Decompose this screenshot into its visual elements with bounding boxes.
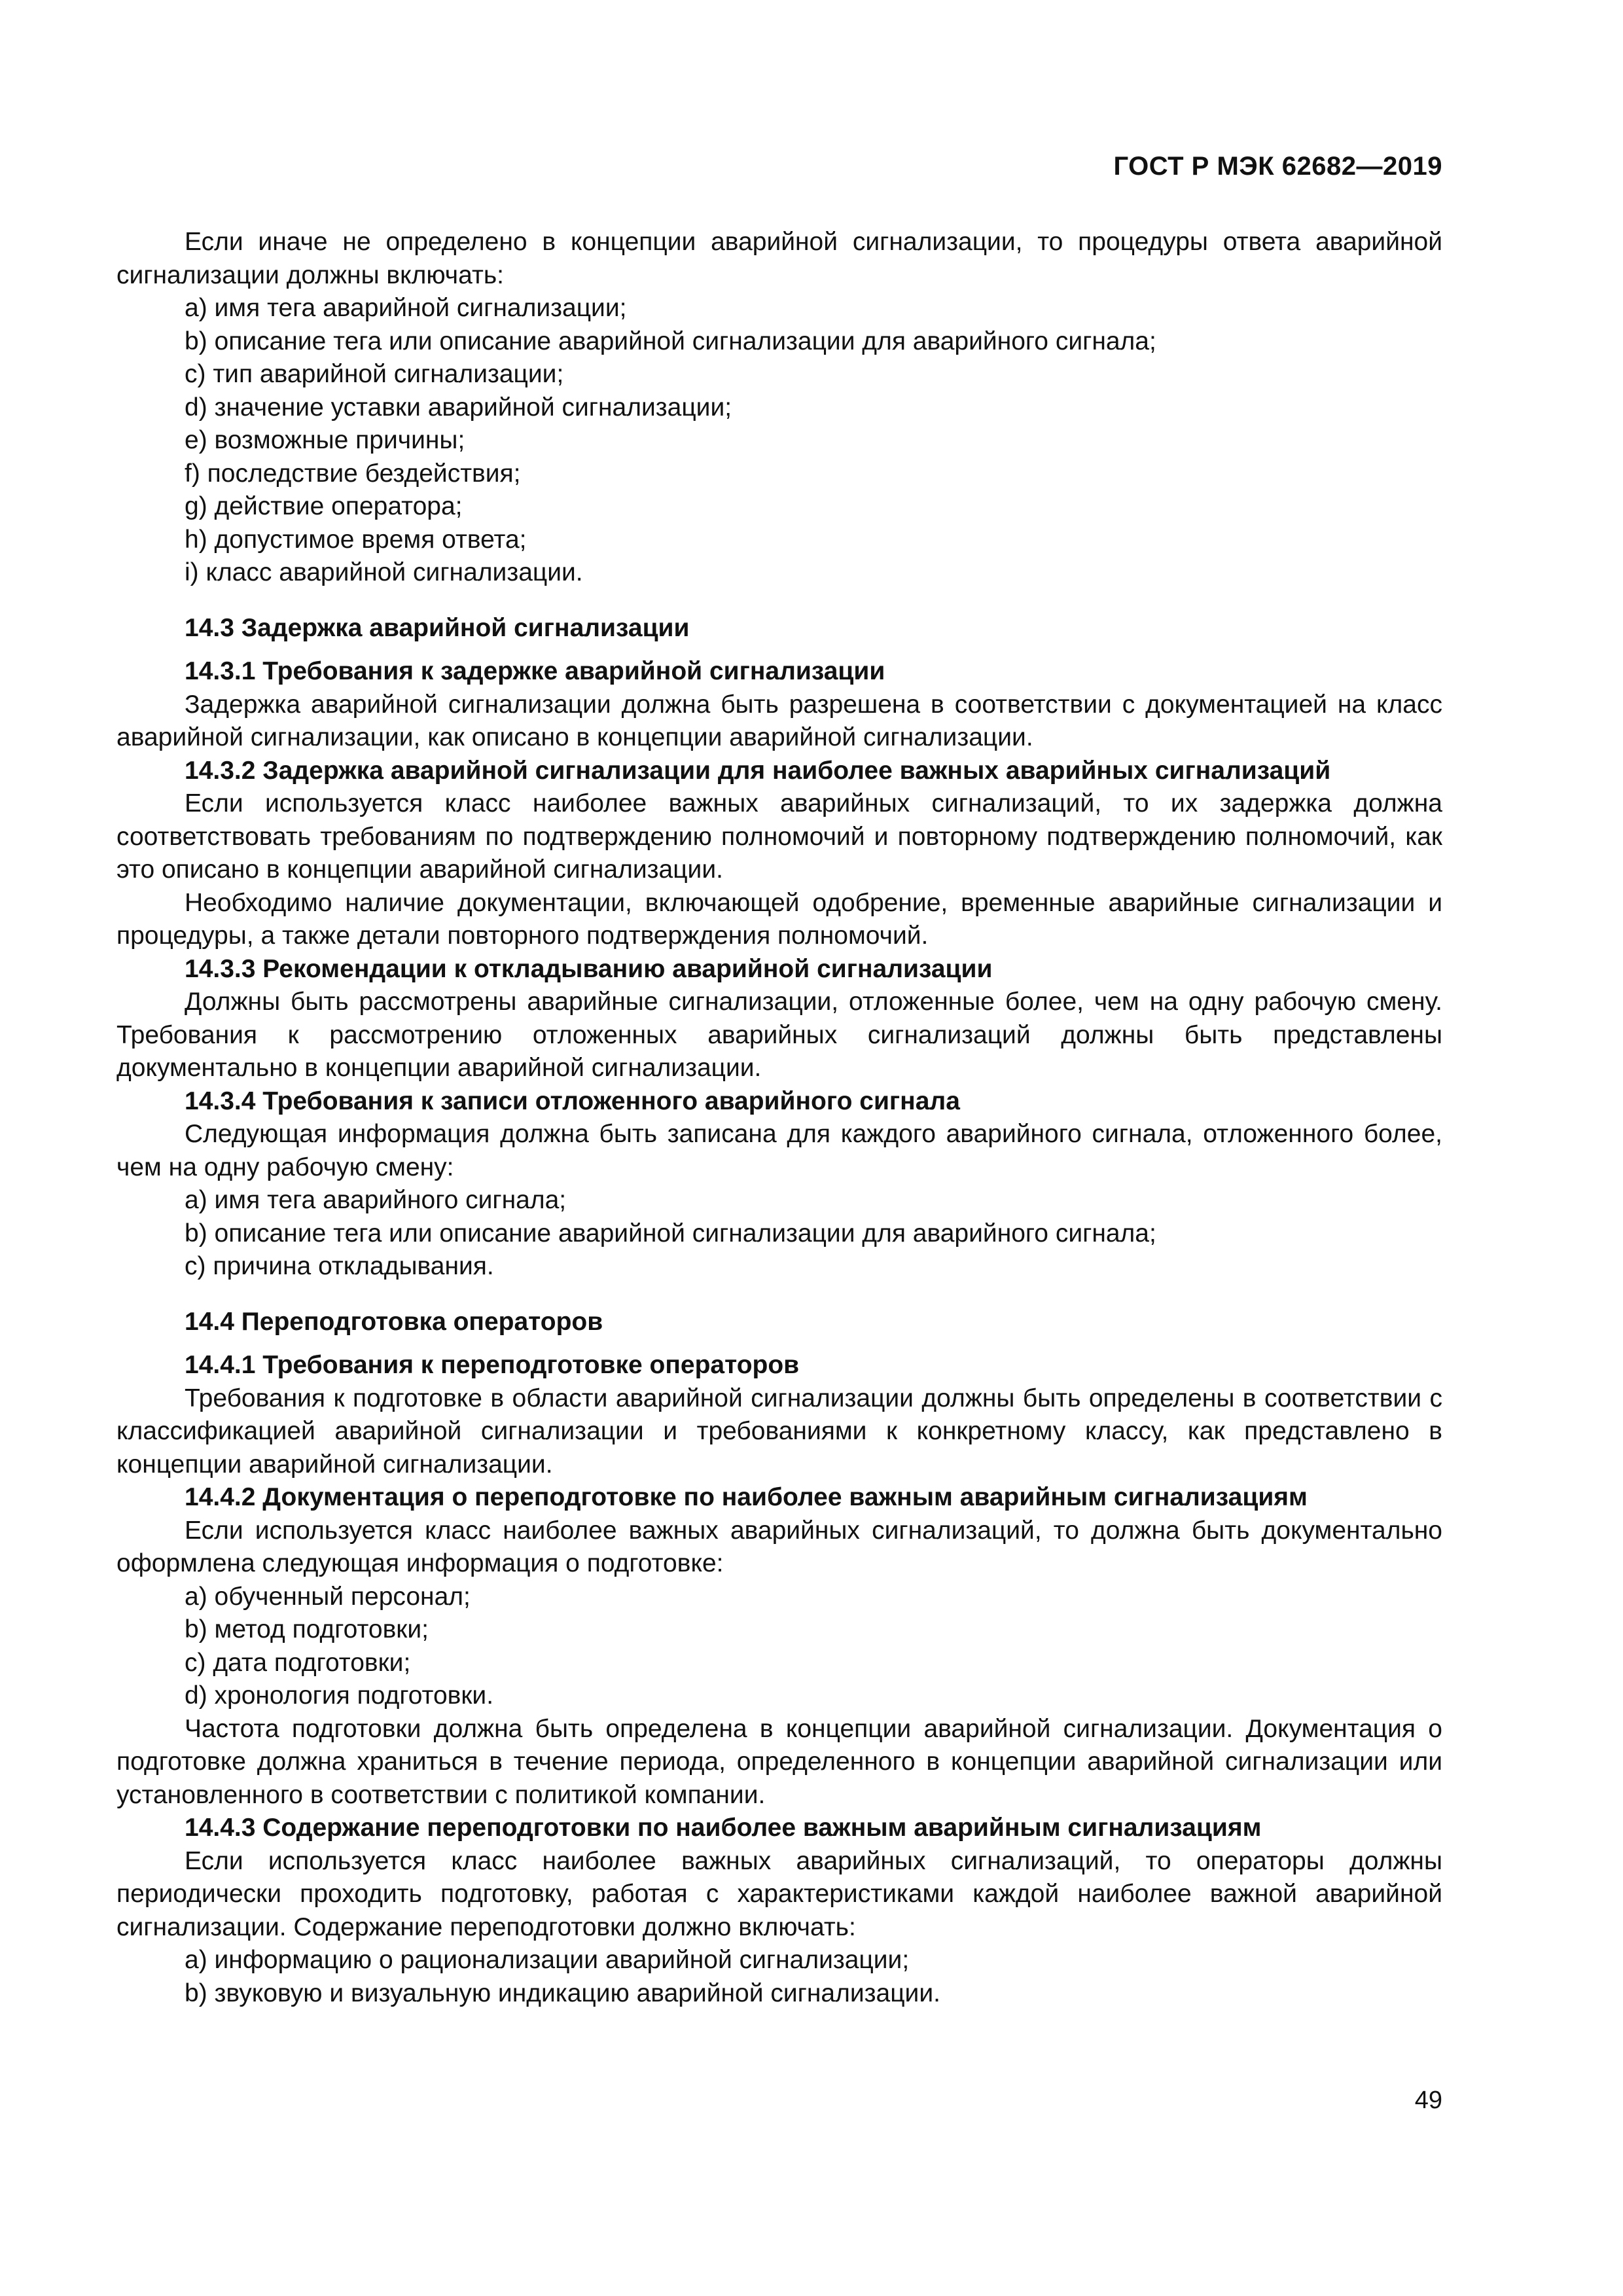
list-item: b) звуковую и визуальную индикацию аварийной сигнализации. bbox=[185, 1979, 940, 2007]
list-item: a) обученный персонал; bbox=[185, 1582, 471, 1611]
paragraph: Если используется класс наиболее важных аварийных сигнализаций, то должна быть документально оформлена следующая информация о подготовке: bbox=[116, 1516, 1442, 1577]
list-item: b) описание тега или описание аварийной сигнализации для аварийного сигнала; bbox=[185, 327, 1156, 355]
paragraph: Частота подготовки должна быть определена в концепции аварийной сигнализации. Документация о подготовке должна храниться в течение периода, определенного в концепции аварийной сигнализации или установленного в соответствии с политикой компании. bbox=[116, 1714, 1442, 1809]
paragraph: Должны быть рассмотрены аварийные сигнализации, отложенные более, чем на одну рабочую смену. Требования к рассмотрению отложенных аварийных сигнализаций должны быть представлены документально в концепции аварийной сигнализации. bbox=[116, 988, 1442, 1082]
list-item: b) описание тега или описание аварийной сигнализации для аварийного сигнала; bbox=[185, 1219, 1156, 1247]
list-item: c) тип аварийной сигнализации; bbox=[185, 360, 564, 388]
paragraph: Если иначе не определено в концепции аварийной сигнализации, то процедуры ответа аварийной сигнализации должны включать: bbox=[116, 228, 1442, 289]
list-item: e) возможные причины; bbox=[185, 426, 465, 454]
paragraph: Необходимо наличие документации, включающей одобрение, временные аварийные сигнализации и процедуры, а также детали повторного подтверждения полномочий. bbox=[116, 888, 1442, 950]
subsection-heading: 14.3.1 Требования к задержке аварийной сигнализации bbox=[185, 657, 885, 685]
list-item: d) хронология подготовки. bbox=[185, 1681, 494, 1710]
page-number: 49 bbox=[1414, 2087, 1442, 2114]
section-heading: 14.4 Переподготовка операторов bbox=[185, 1307, 603, 1336]
subsection-heading: 14.3.2 Задержка аварийной сигнализации для наиболее важных аварийных сигнализаций bbox=[185, 756, 1331, 785]
list-item: i) класс аварийной сигнализации. bbox=[185, 558, 583, 586]
list-item: a) имя тега аварийной сигнализации; bbox=[185, 294, 627, 322]
document-body bbox=[116, 226, 1442, 2010]
subsection-heading: 14.4.1 Требования к переподготовке операторов bbox=[185, 1351, 800, 1379]
paragraph: Требования к подготовке в области аварийной сигнализации должны быть определены в соответствии с классификацией аварийной сигнализации и требованиями к конкретному классу, как представлено в концепции аварийной сигнализации. bbox=[116, 1384, 1442, 1479]
paragraph: Задержка аварийной сигнализации должна быть разрешена в соответствии с документацией на класс аварийной сигнализации, как описано в концепции аварийной сигнализации. bbox=[116, 690, 1442, 751]
list-item: a) имя тега аварийного сигнала; bbox=[185, 1186, 567, 1214]
paragraph: Если используется класс наиболее важных аварийных сигнализаций, то операторы должны периодически проходить подготовку, работая с характеристиками каждой наиболее важной аварийной сигнализации. Содержание переподготовки должно включать: bbox=[116, 1846, 1442, 1941]
list-item: d) значение уставки аварийной сигнализации; bbox=[185, 393, 732, 422]
subsection-heading: 14.3.4 Требования к записи отложенного аварийного сигнала bbox=[185, 1086, 960, 1115]
subsection-heading: 14.3.3 Рекомендации к откладыванию аварийной сигнализации bbox=[185, 954, 993, 983]
paragraph: Если используется класс наиболее важных аварийных сигнализаций, то их задержка должна соответствовать требованиям по подтверждению полномочий и повторному подтверждению полномочий, как это описано в концепции аварийной сигнализации. bbox=[116, 789, 1442, 884]
list-item: g) действие оператора; bbox=[185, 492, 463, 520]
paragraph: Следующая информация должна быть записана для каждого аварийного сигнала, отложенного более, чем на одну рабочую смену: bbox=[116, 1120, 1442, 1181]
subsection-heading: 14.4.2 Документация о переподготовке по наиболее важным аварийным сигнализациям bbox=[185, 1483, 1308, 1511]
list-item: a) информацию о рационализации аварийной сигнализации; bbox=[185, 1946, 910, 1974]
list-item: c) дата подготовки; bbox=[185, 1648, 411, 1677]
list-item: b) метод подготовки; bbox=[185, 1615, 429, 1643]
subsection-heading: 14.4.3 Содержание переподготовки по наиболее важным аварийным сигнализациям bbox=[185, 1814, 1262, 1842]
section-heading: 14.3 Задержка аварийной сигнализации bbox=[185, 613, 690, 642]
list-item: f) последствие бездействия; bbox=[185, 459, 521, 488]
document-header-code: ГОСТ Р МЭК 62682—2019 bbox=[1113, 152, 1442, 181]
list-item: h) допустимое время ответа; bbox=[185, 525, 527, 554]
list-item: c) причина откладывания. bbox=[185, 1252, 494, 1280]
